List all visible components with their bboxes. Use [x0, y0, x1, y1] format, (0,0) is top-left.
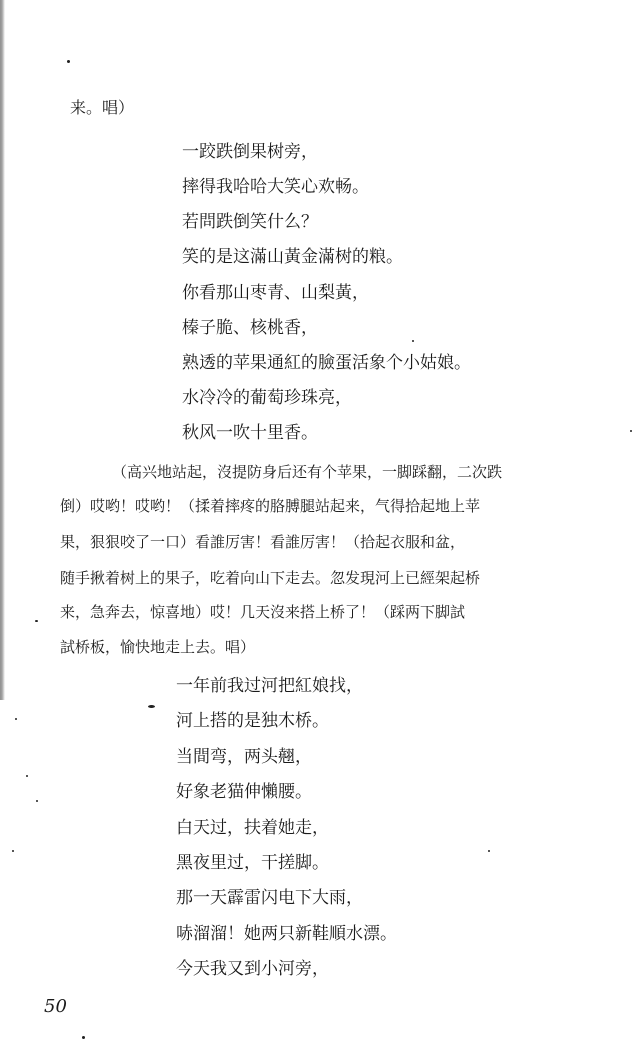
ink-speck: [412, 340, 414, 342]
verse-line: 一年前我过河把紅娘找，: [176, 676, 363, 696]
ink-speck: [15, 718, 17, 720]
verse-line: 那一天霹雷闪电下大雨，: [176, 888, 363, 908]
verse-line: 哧溜溜！她两只新鞋順水漂。: [176, 924, 397, 944]
stage-direction-line: 果，狠狠咬了一口）看誰厉害！看誰厉害！（拾起衣服和盆，: [60, 533, 466, 551]
ink-speck: [35, 620, 38, 622]
ink-speck: [148, 705, 155, 708]
verse-line: 你看那山枣青、山梨黃，: [182, 283, 369, 303]
stage-direction-line: 来，急奔去，惊喜地）哎！几天沒来搭上桥了！（踩两下脚試: [60, 603, 466, 621]
verse-line: 熟透的苹果通紅的臉蛋活象个小姑娘。: [182, 353, 471, 373]
verse-line: 河上搭的是独木桥。: [176, 711, 329, 731]
stage-direction-line: 試桥板，愉快地走上去。唱）: [60, 638, 256, 656]
ink-speck: [26, 775, 28, 777]
stage-direction-line: 随手揪着树上的果子，吃着向山下走去。忽发現河上已經架起桥: [60, 569, 481, 587]
verse-line: 摔得我哈哈大笑心欢畅。: [182, 177, 369, 197]
ink-speck: [36, 800, 38, 802]
page-binding-edge: [0, 0, 5, 700]
page-number: 50: [44, 996, 67, 1017]
verse-line: 笑的是这滿山黃金滿树的粮。: [182, 247, 403, 267]
verse-line: 一跤跌倒果树旁，: [182, 142, 318, 162]
ink-speck: [630, 430, 632, 432]
ink-speck: [67, 60, 70, 63]
opening-line: 来。唱）: [70, 98, 135, 117]
verse-line: 榛子脆、核桃香，: [182, 318, 318, 338]
verse-line: 今天我又到小河旁，: [176, 959, 329, 979]
stage-direction-line: （高兴地站起，沒提防身后还有个苹果，一脚踩翻，二次跌: [112, 463, 503, 481]
verse-line: 若問跌倒笑什么？: [182, 212, 318, 232]
verse-line: 白天过，扶着她走，: [176, 818, 329, 838]
ink-speck: [82, 1036, 85, 1039]
ink-speck: [12, 850, 14, 852]
ink-speck: [488, 850, 490, 852]
verse-line: 好象老猫伸懶腰。: [176, 782, 312, 802]
verse-line: 当間弯，两头翹，: [176, 747, 312, 767]
verse-line: 黑夜里过，干搓脚。: [176, 853, 329, 873]
stage-direction-line: 倒）哎哟！哎哟！（揉着摔疼的胳膊腿站起来，气得拾起地上苹: [60, 497, 481, 515]
verse-line: 水冷冷的葡萄珍珠亮，: [182, 388, 352, 408]
verse-line: 秋风一吹十里香。: [182, 423, 318, 443]
